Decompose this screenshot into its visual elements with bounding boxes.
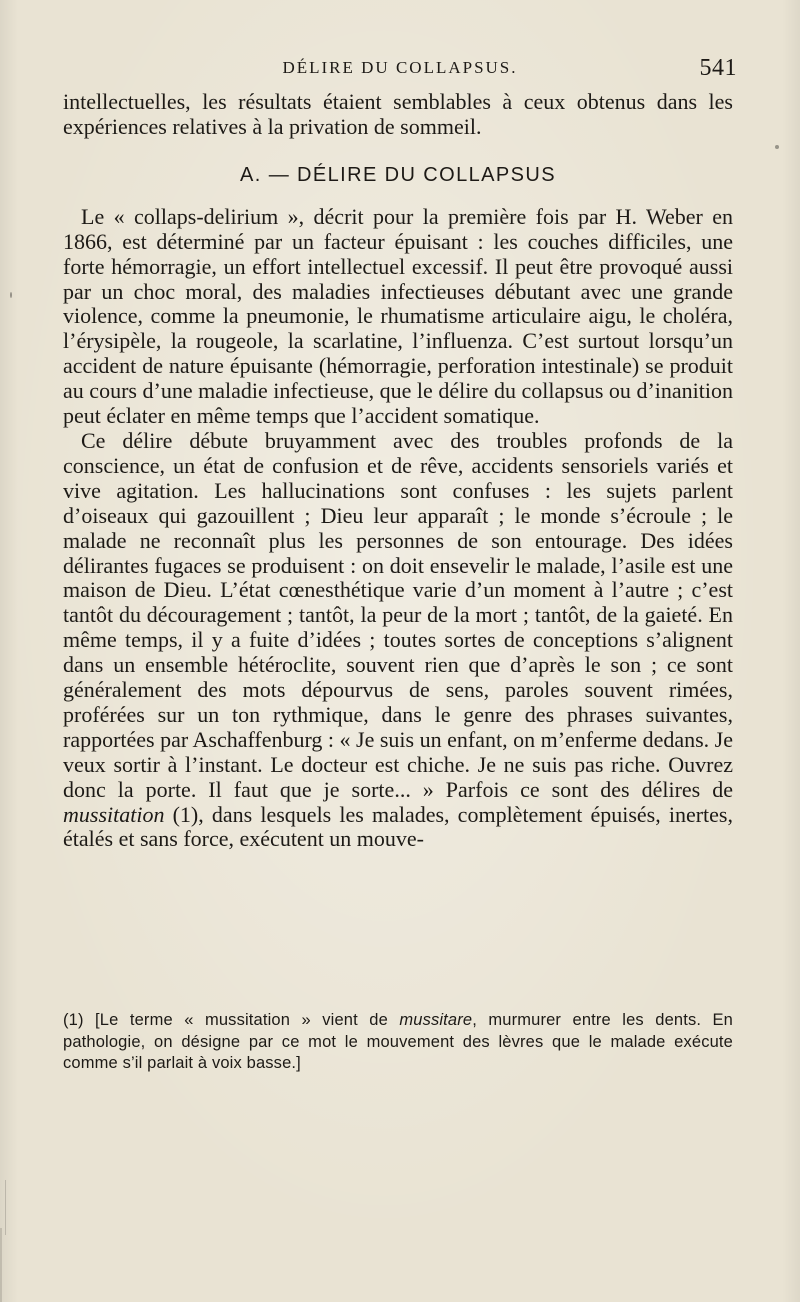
paragraph-collapsus-causes: Le « collaps-delirium », décrit pour la première fois par H. Weber en 1866, est déterminé par un facteur épuisant : les couches difficiles, une forte hémorragie, un effort intellectuel excessif. Il peut être provoqué aussi par un choc moral, des maladies infectieuses débutant avec une grande violence, comme la pneumonie, le rhumatisme articulaire aigu, le choléra, l’érysipèle, la rougeole, la scarlatine, l’influenza. C’est surtout lorsqu’un accident de nature épuisante (hémorragie, perforation intestinale) se produit au cours d’une maladie infectieuse, que le délire du collapsus ou d’inanition peut éclater en même temps que l’accident somatique. <box>63 203 733 429</box>
mussitation-term: mussitation <box>63 801 165 827</box>
page-number: 541 <box>699 55 737 81</box>
paragraph-collapsus-symptoms <box>63 429 733 852</box>
paragraph-intellectual-results: intellectuelles, les résultats étaient semblables à ceux obtenus dans les expériences relatives à la privation de sommeil. <box>63 89 733 139</box>
running-head <box>63 56 737 84</box>
paragraph-symptoms-ending: (1), dans lesquels les malades, complètement épuisés, inertes, étalés et sans force, exécutent un mouve- <box>63 801 733 852</box>
running-title: DÉLIRE DU COLLAPSUS. <box>282 58 518 77</box>
footnote <box>63 1010 733 1075</box>
footnote-text-before: [Le terme « mussitation » vient de <box>83 1011 400 1029</box>
footnote-italic-word: mussitare <box>399 1011 473 1029</box>
paper-speck <box>775 145 779 149</box>
main-text <box>63 90 733 852</box>
paragraph-symptoms-text: Ce délire débute bruyamment avec des troubles profonds de la conscience, un état de confusion et de rêve, accidents sensoriels variés et vive agitation. Les hallucinations sont confuses : les sujets parlent d’oiseaux qui gazouillent ; Dieu leur apparaît ; le monde s’écroule ; le malade ne reconnaît plus les personnes de son entourage. Des idées délirantes fugaces se produisent : on doit ensevelir le malade, l’asile est une maison de Dieu. L’état cœnesthétique varie d’un moment à l’autre ; c’est tantôt du découragement ; tantôt, la peur de la mort ; tantôt, de la gaieté. En même temps, il y a fuite d’idées ; toutes sortes de conceptions s’alignent dans un ensemble hétéroclite, souvent rien que d’après le son ; ce sont généralement des mots dépourvus de sens, paroles souvent rimées, proférées sur un ton rythmique, dans le genre des phrases suivantes, rapportées par Aschaffenburg : « Je suis un enfant, on m’enferme dedans. Je veux sortir à l’instant. Le docteur est chiche. Je ne suis pas riche. Ouvrez donc la porte. Il faut que je sorte... » Parfois ce sont des délires de <box>63 427 733 802</box>
paper-speck <box>10 292 12 298</box>
page-edge-shadow <box>5 1180 6 1235</box>
section-heading: A. — DÉLIRE DU COLLAPSUS <box>240 163 556 186</box>
page-edge-shadow <box>0 1228 2 1302</box>
footnote-marker: (1) <box>63 1011 84 1029</box>
footnote-text-after: , murmurer entre les dents. En pathologie, on désigne par ce mot le mouvement des lèvres que le malade exécute comme s’il parlait à voix basse.] <box>63 1011 734 1073</box>
